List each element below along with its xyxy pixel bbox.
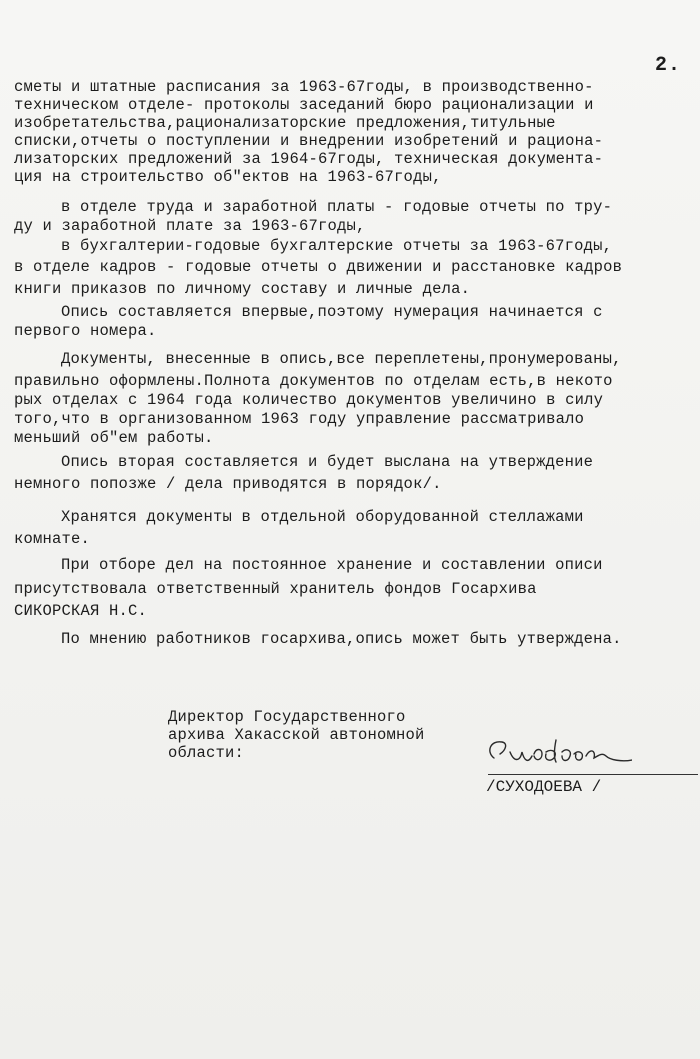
text-line: СИКОРСКАЯ Н.С. [14,602,148,620]
text-line: лизаторских предложений за 1964-67годы, техническая документа- [14,150,604,168]
signatory-name: /СУХОДОЕВА / [486,778,602,796]
text-line: в отделе кадров - годовые отчеты о движении и расстановке кадров [14,258,623,276]
text-line: первого номера. [14,322,157,340]
text-line: присутствовала ответственный хранитель фондов Госархива [14,580,537,598]
text-line: того,что в организованном 1963 году управление рассматривало [14,410,585,428]
page-number: 2. [655,54,682,77]
text-line: По мнению работников госархива,опись может быть утверждена. [61,630,622,648]
text-line: Документы, внесенные в опись,все переплетены,пронумерованы, [61,350,622,368]
text-line: книги приказов по личному составу и личные дела. [14,280,471,298]
text-line: сметы и штатные расписания за 1963-67годы, в производственно- [14,78,594,96]
text-line: в бухгалтерии-годовые бухгалтерские отчеты за 1963-67годы, [61,237,613,255]
text-line: ду и заработной плате за 1963-67годы, [14,217,366,235]
text-line: немного попозже / дела приводятся в порядок/. [14,475,442,493]
text-line: списки,отчеты о поступлении и внедрении изобретений и рациона- [14,132,604,150]
text-line: рых отделах с 1964 года количество документов увеличино в силу [14,391,604,409]
text-line: правильно оформлены.Полнота документов по отделам есть,в некото [14,372,613,390]
text-line: техническом отделе- протоколы заседаний бюро рационализации и [14,96,594,114]
text-line: ция на строительство об"ектов на 1963-67годы, [14,168,442,186]
text-line: При отборе дел на постоянное хранение и составлении описи [61,556,603,574]
signatory-title: области: [168,744,245,762]
signature-line [488,774,698,775]
signatory-title: Директор Государственного [168,708,406,726]
text-line: Опись составляется впервые,поэтому нумерация начинается с [61,303,603,321]
text-line: меньший об"ем работы. [14,429,214,447]
handwritten-signature [482,722,632,786]
text-line: комнате. [14,530,91,548]
text-line: Хранятся документы в отдельной оборудованной стеллажами [61,508,584,526]
text-line: Опись вторая составляется и будет выслана на утверждение [61,453,594,471]
text-line: изобретательства,рационализаторские предложения,титульные [14,114,556,132]
signatory-title: архива Хакасской автономной [168,726,425,744]
text-line: в отделе труда и заработной платы - годовые отчеты по тру- [61,198,613,216]
